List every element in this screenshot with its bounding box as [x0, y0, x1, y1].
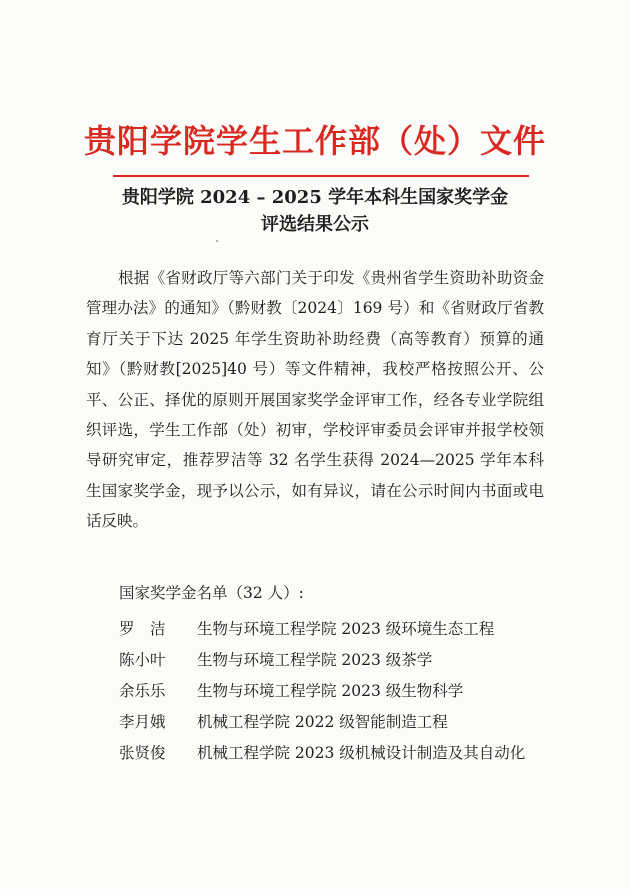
winner-major: 机械工程学院 2022 级智能制造工程	[197, 713, 448, 732]
winner-name: 陈小叶	[119, 650, 166, 669]
winner-name: 余乐乐	[119, 681, 166, 700]
winner-row	[119, 674, 559, 705]
winner-major: 生物与环境工程学院 2023 级茶学	[197, 650, 433, 669]
winner-row	[119, 737, 559, 768]
document-title	[0, 184, 630, 238]
scan-speck	[216, 240, 218, 242]
document-title-line-2: 评选结果公示	[261, 214, 369, 235]
winner-row	[119, 612, 559, 643]
winner-row	[119, 706, 559, 737]
winners-list	[119, 612, 559, 768]
red-divider-line	[113, 175, 529, 177]
winner-name: 李月娥	[119, 713, 166, 732]
winner-major: 生物与环境工程学院 2023 级生物科学	[197, 681, 464, 700]
announcement-paragraph: 根据《省财政厅等六部门关于印发《贵州省学生资助补助资金管理办法》的通知》（黔财教〔2024〕169 号）和《省财政厅省教育厅关于下达 2025 年学生资助补助经费（高等教育）预算的通知》（黔财教[2025]40 号）等文件精神，我校严格按照公开、公平、公正、择优的原则开展国家奖学金评审工作，经各专业学院组织评选，学生工作部（处）初审，学校评审委员会评审并报学校领导研究审定，推荐罗洁等 32 名学生获得 2024—2025 学年本科生国家奖学金，现予以公示，如有异议，请在公示时间内书面或电话反映。	[86, 269, 544, 531]
document-title-line-1: 贵阳学院 2024 – 2025 学年本科生国家奖学金	[121, 187, 509, 208]
winner-row	[119, 643, 559, 674]
winner-name: 罗 洁	[119, 619, 166, 638]
winners-list-heading: 国家奖学金名单（32 人）:	[119, 584, 304, 602]
winner-major: 生物与环境工程学院 2023 级环境生态工程	[197, 619, 495, 638]
issuer-header-title: 贵阳学院学生工作部（处）文件	[83, 122, 546, 160]
winner-name: 张贤俊	[119, 744, 166, 763]
winner-major: 机械工程学院 2023 级机械设计制造及其自动化	[197, 744, 526, 763]
